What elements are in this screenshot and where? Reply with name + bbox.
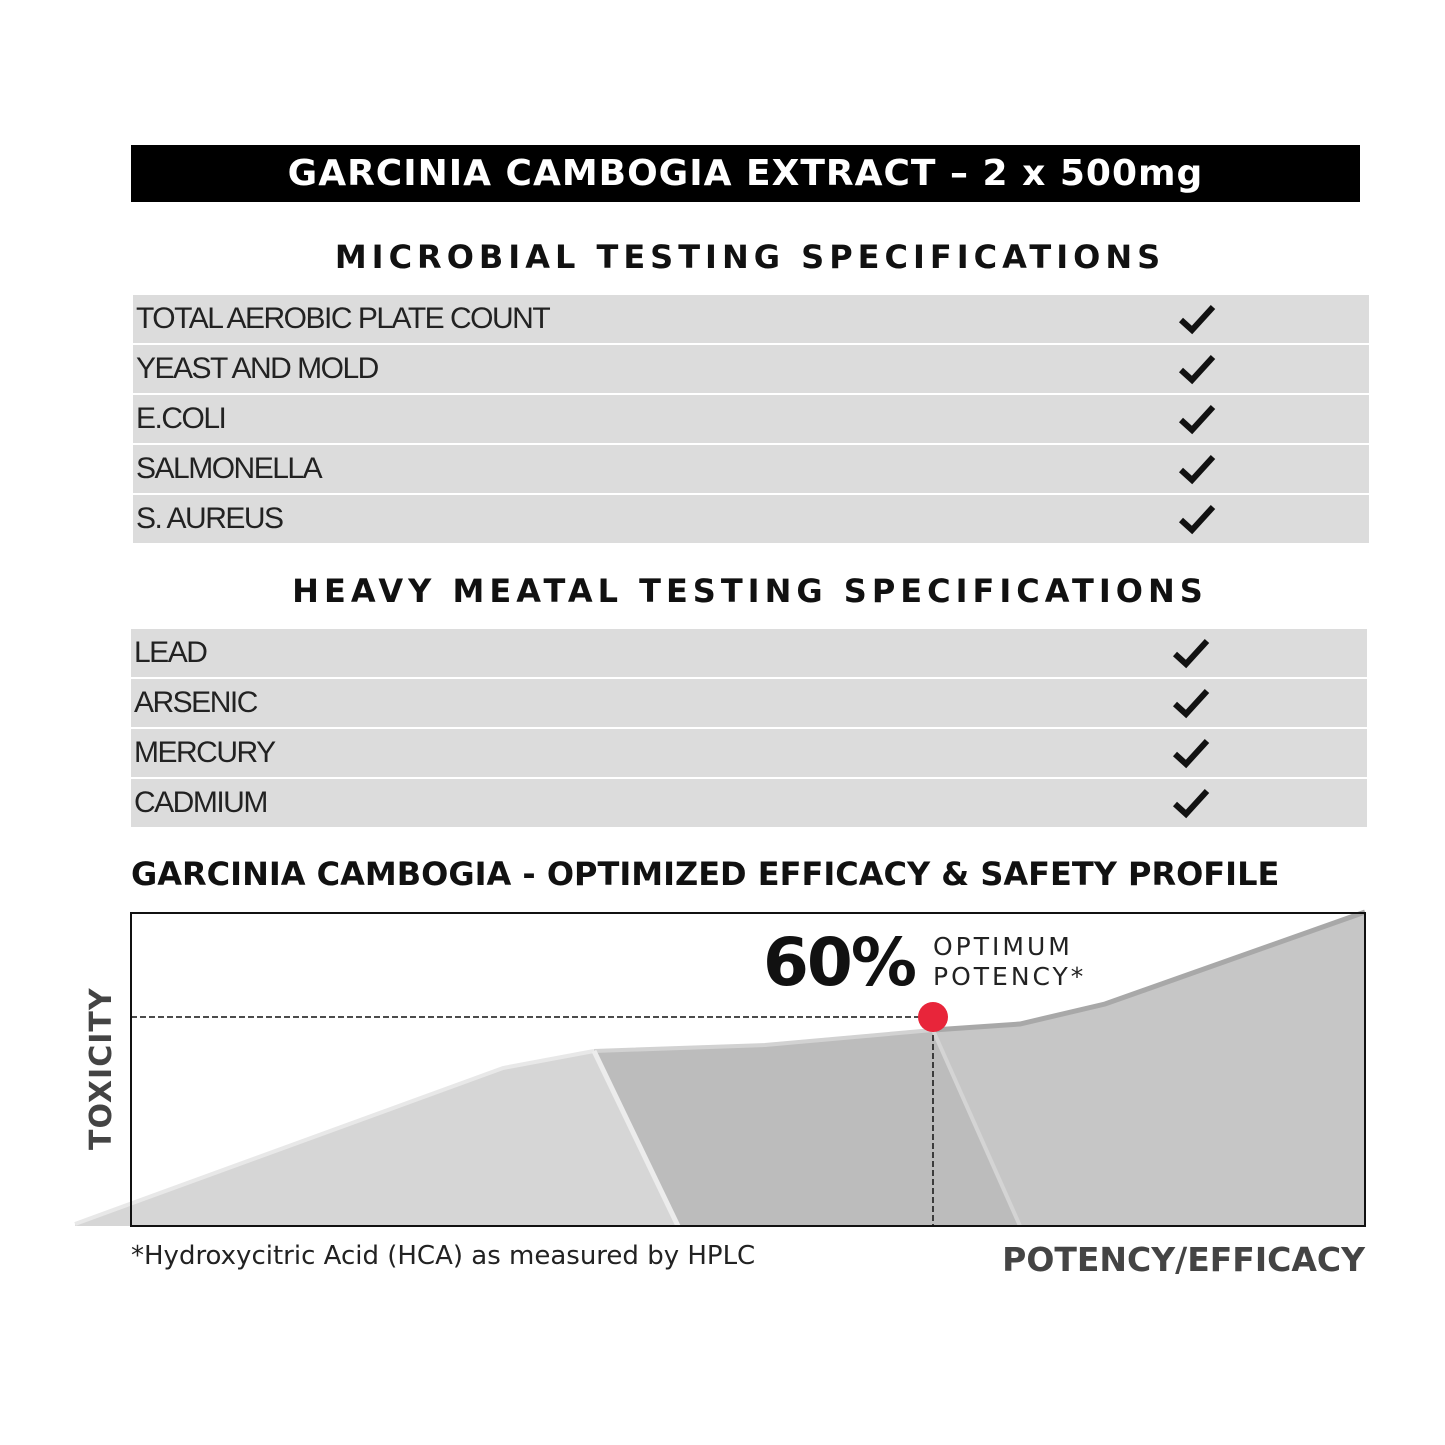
- spec-label: YEAST AND MOLD: [136, 352, 378, 385]
- optimum-label: [933, 932, 1086, 992]
- spec-label: SALMONELLA: [136, 452, 322, 485]
- microbial-section-title: MICROBIAL TESTING SPECIFICATIONS: [334, 238, 1166, 276]
- spec-label: TOTAL AEROBIC PLATE COUNT: [136, 302, 550, 335]
- spec-label: MERCURY: [134, 736, 275, 769]
- spec-label: CADMIUM: [134, 786, 267, 819]
- optimum-label-line2: POTENCY*: [933, 962, 1087, 991]
- optimum-marker: [918, 1002, 948, 1032]
- spec-label: E.COLI: [136, 402, 226, 435]
- y-axis-label: TOXICITY: [84, 987, 119, 1150]
- heavy-metal-section-title: HEAVY MEATAL TESTING SPECIFICATIONS: [292, 572, 1208, 610]
- optimum-percentage: 60%: [763, 924, 915, 1001]
- profile-chart-title: GARCINIA CAMBOGIA - OPTIMIZED EFFICACY & SAFETY PROFILE: [131, 855, 1280, 893]
- footnote: *Hydroxycitric Acid (HCA) as measured by HPLC: [131, 1241, 756, 1271]
- spec-label: LEAD: [134, 636, 207, 669]
- product-title: GARCINIA CAMBOGIA EXTRACT – 2 x 500mg: [287, 153, 1204, 194]
- chart-area-low: [75, 1051, 678, 1226]
- x-axis-label: POTENCY/EFFICACY: [1002, 1240, 1365, 1279]
- spec-label: S. AUREUS: [136, 502, 283, 535]
- optimum-label-line1: OPTIMUM: [933, 932, 1073, 961]
- spec-label: ARSENIC: [134, 686, 257, 719]
